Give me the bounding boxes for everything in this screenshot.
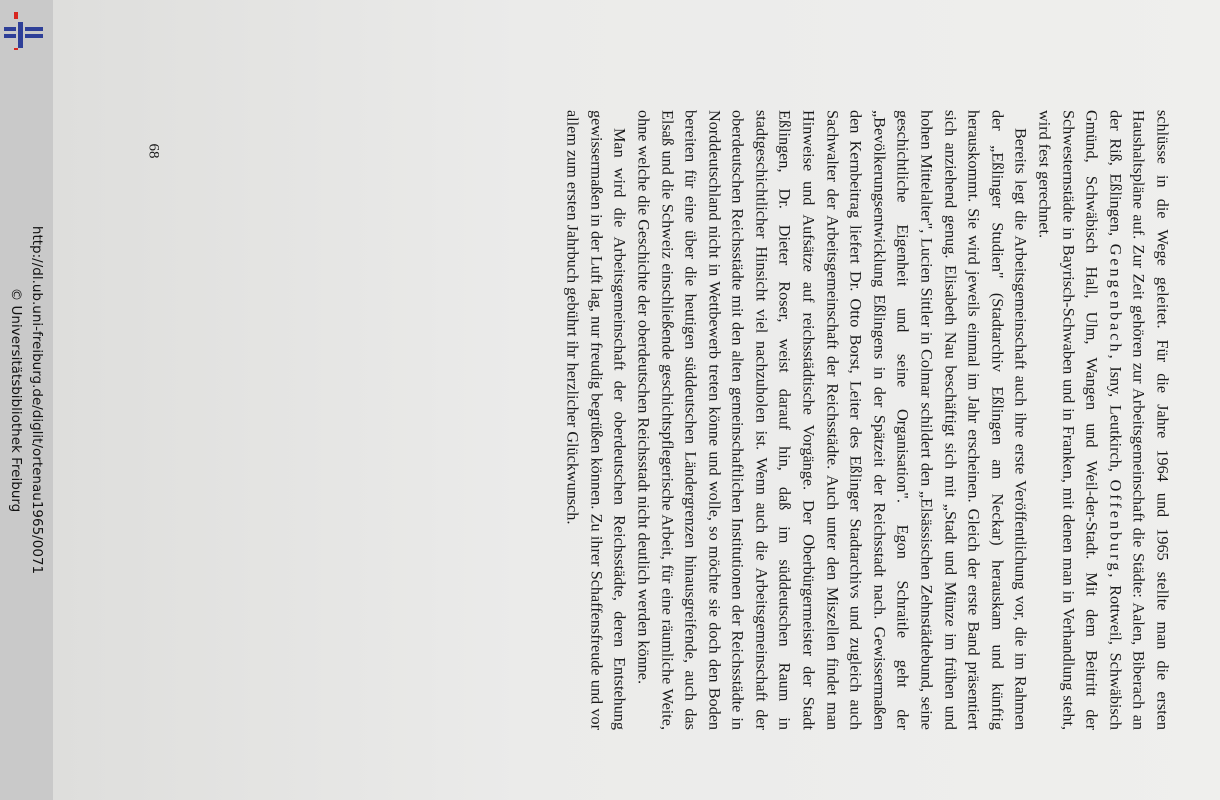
sidebar-caption (5, 10, 47, 790)
paragraph-1-text-c: , Rottweil, Schwäbisch Gmünd, Schwäbisch Hall, Ulm, Wangen und Weil-der-Stadt. Mit dem Beitritt der Schwesternstädte in Bayrisch-Schwaben und in Franken, mit denen man in Verhandlung steht, wird fest gerechnet. (1035, 110, 1125, 730)
spaced-town-name: Gengenbach (1106, 243, 1125, 355)
paragraph-3 (560, 110, 631, 730)
page-number: 68 (145, 143, 162, 159)
paragraph-1 (1032, 110, 1174, 730)
spaced-town-name: Offenburg (1106, 479, 1125, 574)
paragraph-2-text: Bereits legt die Arbeitsgemeinschaft auch ihre erste Veröffentlichung vor, die im Rahmen der „Eßlinger Studien" (Stadtarchiv Eßlingen am Neckar) herauskam und künftig herauskommt. Sie wird jeweils einmal im Jahr erscheinen. Gleich der erste Band präsentiert sich anziehend genug. Elisabeth Nau beschäftigt sich mit „Stadt und Münze im frühen und hohen Mittelalter", Lucien Sittler in Colmar schildert den „Elsässischen Zehnstädtebund, seine geschichtliche Eigenheit und seine Organisation". Egon Schraitle geht der „Bevölkerungsentwicklung Eßlingens in der Spätzeit der Reichsstadt nach. Gewissermaßen den Kernbeitrag liefert Dr. Otto Borst, Leiter des Eßlinger Stadtarchivs und zugleich auch Sachwalter der Arbeitsgemeinschaft der Reichsstädte. Auch unter den Miszellen findet man Hinweise und Aufsätze auf reichsstädtische Vorgänge. Der Oberbürgermeister der Stadt Eßlingen, Dr. Dieter Roser, weist darauf hin, daß im süddeutschen Raum in stadtgeschichtlicher Hinsicht viel nachzuholen ist. Wenn auch die Arbeitsgemeinschaft der oberdeutschen Reichsstädte mit den alten gemeinschaftlichen Institutionen der Reichsstädte in Norddeutschland nicht in Wettbewerb treten könne und wolle, so möchte sie doch den Boden bereiten für eine über die heutigen süddeutschen Ländergrenzen hinausgreifende, auch das Elsaß und die Schweiz einschließende geschichtspflegerische Arbeit, für eine räumliche Weite, ohne welche die Geschichte der oberdeutschen Reichsstadt nicht deutlich werden könne. (634, 110, 1031, 730)
copyright-notice: © Universitätsbibliothek Freiburg (8, 287, 24, 513)
library-sidebar (0, 0, 53, 800)
page-text-block (560, 110, 1173, 730)
paragraph-3-text: Man wird die Arbeitsgemeinschaft der oberdeutschen Reichsstädte, deren Entstehung gewissermaßen in der Luft lag, nur freudig begrüßen können. Zu ihrer Schaffensfreude und vor allem zum ersten Jahrbuch gebührt ihr herzlicher Glückwunsch. (563, 110, 630, 730)
paragraph-1-text-a: schlüsse in die Wege geleitet. Für die Jahre 1964 und 1965 stellte man die ersten Haushaltspläne auf. Zur Zeit gehören zur Arbeitsgemeinschaft die Städte: Aalen, Biberach an der Riß, Eßlingen, (1106, 110, 1172, 730)
paragraph-2 (631, 110, 1032, 730)
scanned-page (53, 0, 1220, 800)
paragraph-1-text-b: , Isny, Leutkirch, (1106, 354, 1125, 480)
document-url-link[interactable]: http://dl.ub.uni-freiburg.de/diglit/ortenau1965/0071 (29, 225, 45, 575)
